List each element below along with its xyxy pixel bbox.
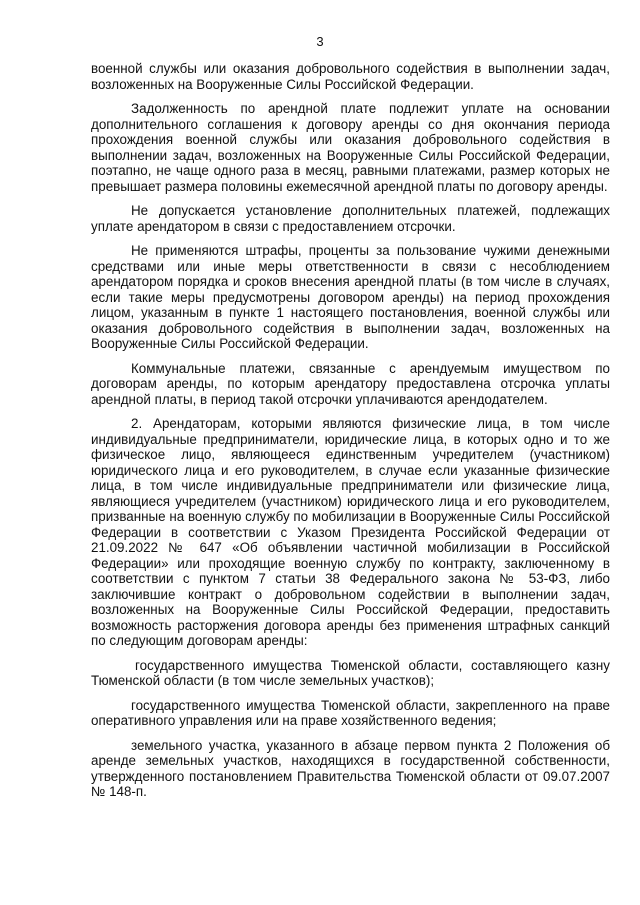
page-number: 3	[316, 34, 324, 49]
paragraph-item-2: 2. Арендаторам, которыми являются физические лица, в том числе индивидуальные предприниматели, юридические лица, в которых одно и то же физическое лицо, являющееся единственным учредителем (участником) юридического лица и его руководителем, в случае если указанные физические лица, в том числе индивидуальные предприниматели или физические лица, являющиеся учредителем (участником) юридического лица и его руководителем, призванные на военную службу по мобилизации в Вооруженные Силы Российской Федерации в соответствии с Указом Президента Российской Федерации от 21.09.2022 № 647 «Об объявлении частичной мобилизации в Российской Федерации» или проходящие военную службу по контракту, заключенному в соответствии с пунктом 7 статьи 38 Федерального закона № 53-ФЗ, либо заключившие контракт о добровольном содействии в выполнении задач, возложенных на Вооруженные Силы Российской Федерации, предоставить возможность расторжения договора аренды без применения штрафных санкций по следующим договорам аренды:	[91, 416, 610, 648]
paragraph-utility-payments: Коммунальные платежи, связанные с арендуемым имуществом по договорам аренды, по которым арендатору предоставлена отсрочка уплаты арендной платы, в период такой отсрочки уплачиваются арендодателем.	[91, 360, 610, 407]
paragraph-no-penalties: Не применяются штрафы, проценты за пользование чужими денежными средствами или иные меры ответственности в связи с несоблюдением арендатором порядка и сроков внесения арендной платы (в том числе в случаях, если такие меры предусмотрены договором аренды) на период прохождения лицом, указанным в пункте 1 настоящего постановления, военной службы или оказания добровольного содействия в выполнении задач, возложенных на Вооруженные Силы Российской Федерации.	[91, 243, 610, 351]
document-body	[91, 61, 610, 809]
paragraph-state-property-treasury: государственного имущества Тюменской области, составляющего казну Тюменской области (в том числе земельных участков);	[91, 657, 610, 688]
paragraph-continuation: военной службы или оказания добровольного содействия в выполнении задач, возложенных на Вооруженные Силы Российской Федерации.	[91, 61, 610, 92]
paragraph-debt-repayment: Задолженность по арендной плате подлежит уплате на основании дополнительного соглашения к договору аренды со дня окончания периода прохождения военной службы или оказания добровольного содействия в выполнении задач, возложенных на Вооруженные Силы Российской Федерации, поэтапно, не чаще одного раза в месяц, равными платежами, размер которых не превышает размера половины ежемесячной арендной платы по договору аренды.	[91, 101, 610, 194]
paragraph-state-property-operational: государственного имущества Тюменской области, закрепленного на праве оперативного управления или на праве хозяйственного ведения;	[91, 697, 610, 728]
paragraph-land-plot: земельного участка, указанного в абзаце первом пункта 2 Положения об аренде земельных участков, находящихся в государственной собственности, утвержденного постановлением Правительства Тюменской области от 09.07.2007 № 148-п.	[91, 737, 610, 799]
paragraph-no-additional-payments: Не допускается установление дополнительных платежей, подлежащих уплате арендатором в связи с предоставлением отсрочки.	[91, 203, 610, 234]
